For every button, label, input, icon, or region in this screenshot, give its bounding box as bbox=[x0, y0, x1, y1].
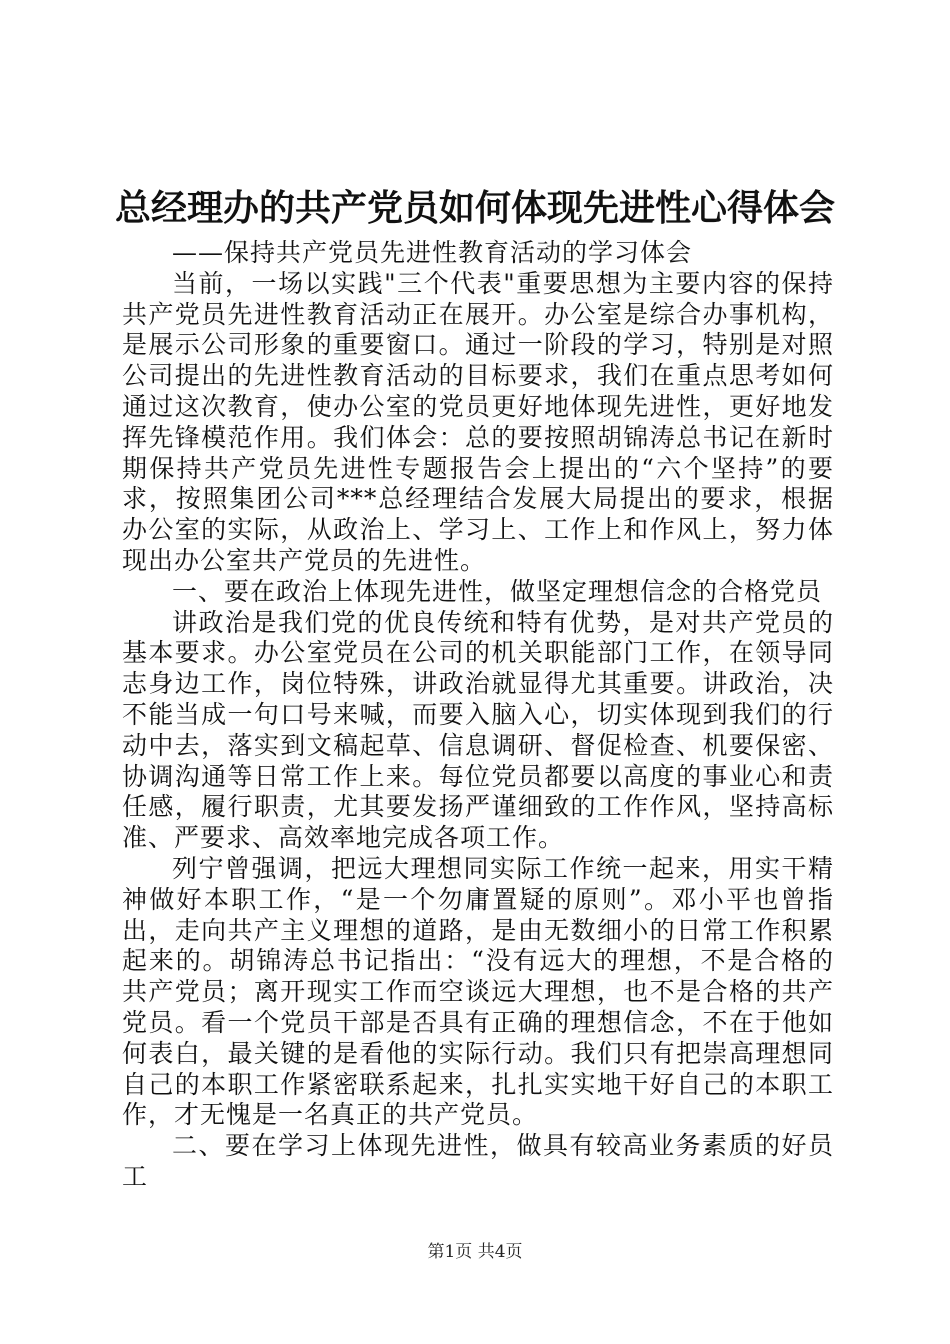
page-footer: 第1页 共4页 bbox=[427, 1242, 523, 1262]
paragraph-politics: 讲政治是我们党的优良传统和特有优势，是对共产党员的基本要求。办公室党员在公司的机关职能部门工作，在领导同志身边工作，岗位特殊，讲政治就显得尤其重要。讲政治，决不能当成一句口号来喊，而要入脑入心，切实体现到我们的行动中去，落实到文稿起草、信息调研、督促检查、机要保密、协调沟通等日常工作上来。每位党员都要以高度的事业心和责任感，履行职责，尤其要发扬严谨细致的工作作风，坚持高标准、严要求、高效率地完成各项工作。 bbox=[122, 607, 834, 853]
document-body bbox=[122, 238, 834, 1193]
section-heading-1: 一、要在政治上体现先进性，做坚定理想信念的合格党员 bbox=[172, 576, 823, 606]
paragraph-intro: 当前，一场以实践"三个代表"重要思想为主要内容的保持共产党员先进性教育活动正在展开。办公室是综合办事机构，是展示公司形象的重要窗口。通过一阶段的学习，特别是对照公司提出的先进性教育活动的目标要求，我们在重点思考如何通过这次教育，使办公室的党员更好地体现先进性，更好地发挥先锋模范作用。我们体会：总的要按照胡锦涛总书记在新时期保持共产党员先进性专题报告会上提出的“六个坚持”的要求，按照集团公司***总经理结合发展大局提出的要求，根据办公室的实际，从政治上、学习上、工作上和作风上，努力体现出办公室共产党员的先进性。 bbox=[122, 268, 834, 575]
section-heading-2: 二、要在学习上体现先进性，做具有较高业务素质的好员工 bbox=[122, 1131, 834, 1191]
document-subtitle: ——保持共产党员先进性教育活动的学习体会 bbox=[172, 238, 693, 267]
paragraph-ideals: 列宁曾强调，把远大理想同实际工作统一起来，用实干精神做好本职工作，“是一个勿庸置疑的原则”。邓小平也曾指出，走向共产主义理想的道路，是由无数细小的日常工作积累起来的。胡锦涛总书记指出：“没有远大的理想，不是合格的共产党员；离开现实工作而空谈远大理想，也不是合格的共产党员。看一个党员干部是否具有正确的理想信念，不在于他如何表白，最关键的是看他的实际行动。我们只有把崇高理想同自己的本职工作紧密联系起来，扎扎实实地干好自己的本职工作，才无愧是一名真正的共产党员。 bbox=[122, 853, 834, 1130]
document-title: 总经理办的共产党员如何体现先进性心得体会 bbox=[114, 187, 835, 229]
